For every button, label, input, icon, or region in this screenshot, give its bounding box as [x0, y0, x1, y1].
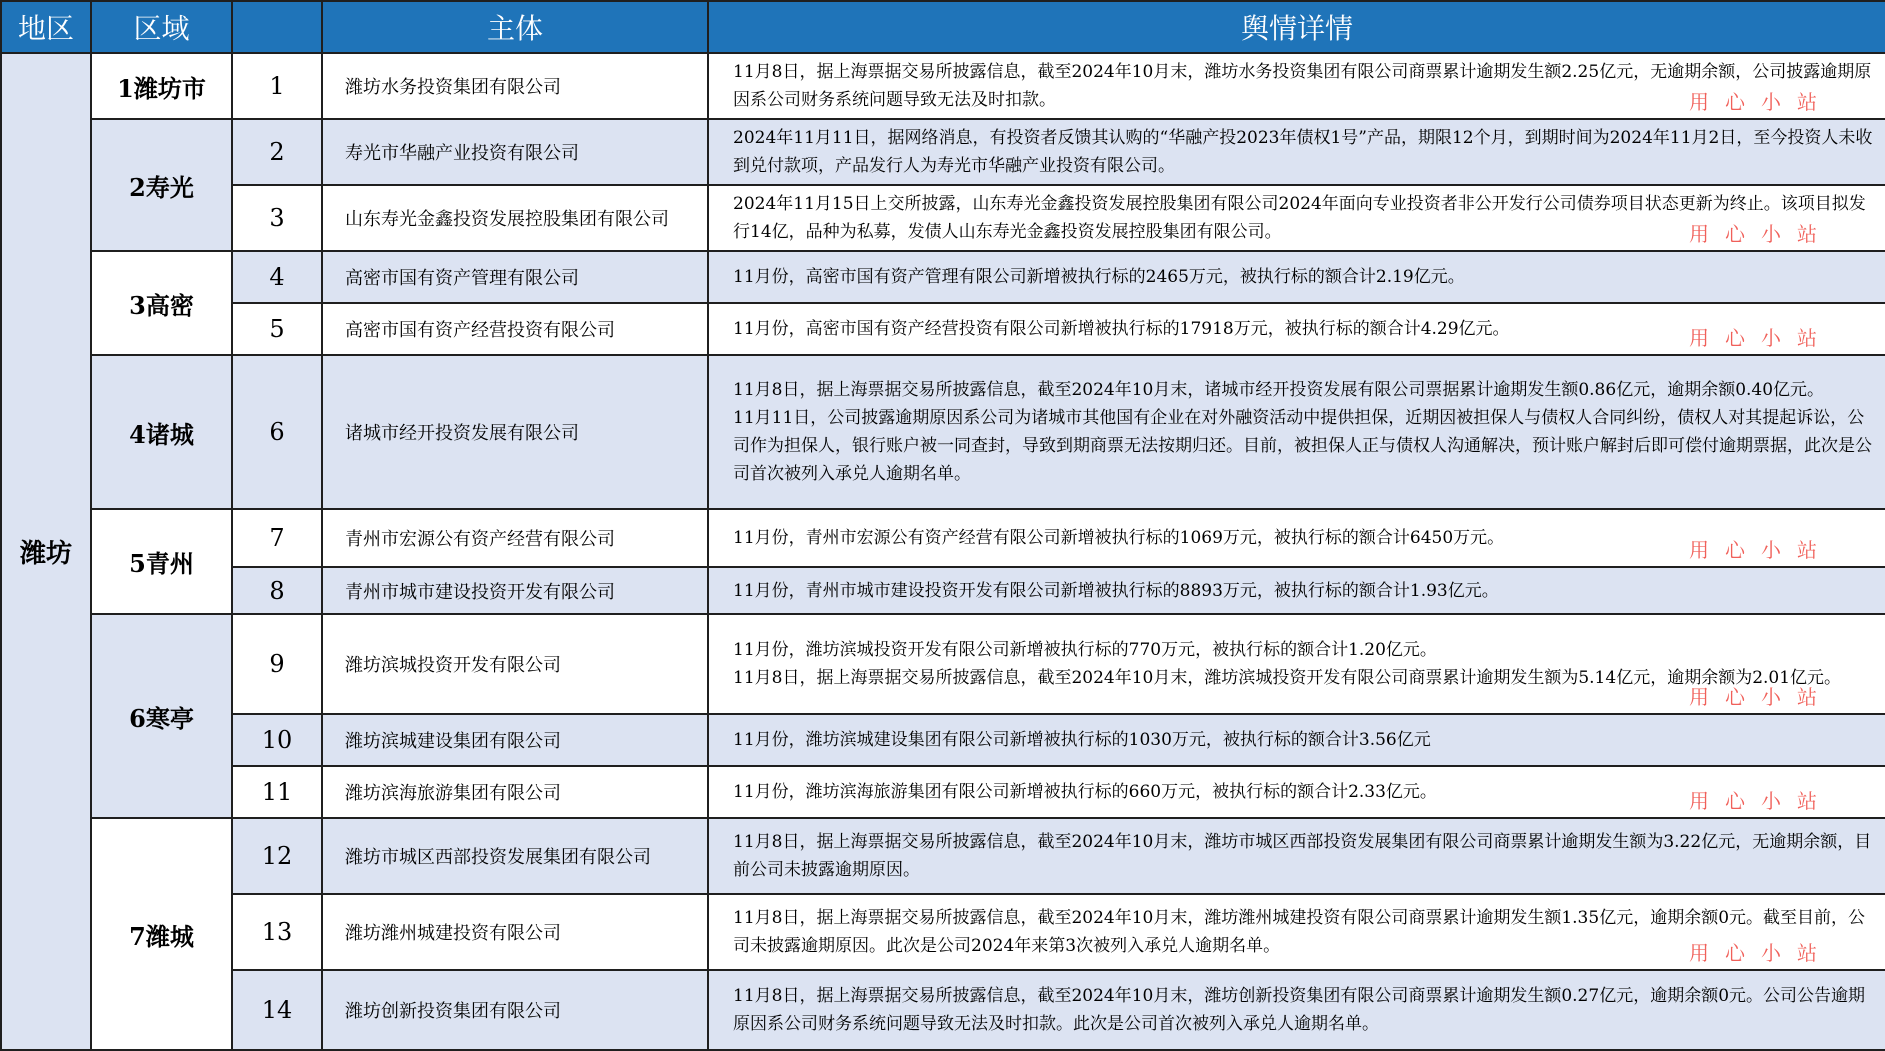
- table-header-row: [1, 1, 1885, 53]
- detail-cell: [708, 894, 1885, 970]
- header-region: 地区: [1, 1, 91, 53]
- entity-name: 青州市宏源公有资产经营有限公司: [322, 509, 708, 567]
- row-number: 1: [232, 53, 322, 119]
- table-row: [1, 714, 1885, 766]
- header-index: [232, 1, 322, 53]
- table-row: [1, 509, 1885, 567]
- row-number: 4: [232, 251, 322, 303]
- entity-name: 高密市国有资产管理有限公司: [322, 251, 708, 303]
- detail-paragraph: 11月8日，据上海票据交易所披露信息，截至2024年10月末，潍坊市城区西部投资发展集团有限公司商票累计逾期发生额为3.22亿元，无逾期余额，目前公司未披露逾期原因。: [733, 832, 1872, 880]
- detail-paragraph: 11月8日，据上海票据交易所披露信息，截至2024年10月末，潍坊创新投资集团有限公司商票累计逾期发生额0.27亿元，逾期余额0元。公司公告逾期原因系公司财务系统问题导致无法及时扣款。此次是公司首次被列入承兑人逾期名单。: [733, 986, 1866, 1034]
- entity-name: 潍坊水务投资集团有限公司: [322, 53, 708, 119]
- table-row: [1, 614, 1885, 714]
- detail-paragraph: 11月8日，据上海票据交易所披露信息，截至2024年10月末，潍坊潍州城建投资有限公司商票累计逾期发生额1.35亿元，逾期余额0元。截至目前，公司未披露逾期原因。此次是公司2024年来第3次被列入承兑人逾期名单。: [733, 908, 1866, 956]
- detail-cell: [708, 509, 1885, 567]
- table-row: [1, 567, 1885, 614]
- row-number: 2: [232, 119, 322, 185]
- entity-name: 寿光市华融产业投资有限公司: [322, 119, 708, 185]
- entity-name: 潍坊滨海旅游集团有限公司: [322, 766, 708, 818]
- entity-name: 高密市国有资产经营投资有限公司: [322, 303, 708, 355]
- entity-name: 潍坊滨城投资开发有限公司: [322, 614, 708, 714]
- detail-cell: [708, 53, 1885, 119]
- row-number: 9: [232, 614, 322, 714]
- detail-cell: [708, 185, 1885, 251]
- detail-paragraph: 11月份，高密市国有资产管理有限公司新增被执行标的2465万元，被执行标的额合计2.19亿元。: [733, 267, 1465, 287]
- detail-cell: [708, 714, 1885, 766]
- row-number: 8: [232, 567, 322, 614]
- district-cell: 4诸城: [91, 355, 232, 509]
- detail-cell: [708, 251, 1885, 303]
- row-number: 14: [232, 970, 322, 1050]
- district-cell: 3高密: [91, 251, 232, 355]
- district-cell: 6寒亭: [91, 614, 232, 818]
- detail-cell: [708, 355, 1885, 509]
- row-number: 5: [232, 303, 322, 355]
- table-row: [1, 185, 1885, 251]
- entity-name: 潍坊创新投资集团有限公司: [322, 970, 708, 1050]
- watermark: 用心小站: [1689, 941, 1833, 965]
- detail-paragraph: 11月份，潍坊滨城投资开发有限公司新增被执行标的770万元，被执行标的额合计1.20亿元。: [733, 640, 1437, 660]
- detail-cell: [708, 970, 1885, 1050]
- row-number: 3: [232, 185, 322, 251]
- watermark: 用心小站: [1689, 685, 1833, 709]
- detail-cell: [708, 614, 1885, 714]
- row-number: 12: [232, 818, 322, 894]
- table-row: [1, 303, 1885, 355]
- row-number: 10: [232, 714, 322, 766]
- table-row: [1, 894, 1885, 970]
- table-row: [1, 355, 1885, 509]
- table-row: [1, 818, 1885, 894]
- detail-paragraph: 11月8日，据上海票据交易所披露信息，截至2024年10月末，诸城市经开投资发展有限公司票据累计逾期发生额0.86亿元，逾期余额0.40亿元。: [733, 380, 1825, 400]
- region-cell: 潍坊: [1, 53, 91, 1050]
- detail-paragraph: 11月8日，据上海票据交易所披露信息，截至2024年10月末，潍坊水务投资集团有限公司商票累计逾期发生额2.25亿元，无逾期余额，公司披露逾期原因系公司财务系统问题导致无法及时扣款。: [733, 62, 1872, 110]
- row-number: 11: [232, 766, 322, 818]
- detail-cell: [708, 119, 1885, 185]
- detail-paragraph: 11月11日，公司披露逾期原因系公司为诸城市其他国有企业在对外融资活动中提供担保，近期因被担保人与债权人合同纠纷，债权人对其提起诉讼，公司作为担保人，银行账户被一同查封，导致到期商票无法按期归还。目前，被担保人正与债权人沟通解决，预计账户解封后即可偿付逾期票据，此次是公司首次被列入承兑人逾期名单。: [733, 408, 1872, 484]
- detail-paragraph: 2024年11月15日上交所披露，山东寿光金鑫投资发展控股集团有限公司2024年面向专业投资者非公开发行公司债券项目状态更新为终止。该项目拟发行14亿，品种为私募，发债人山东寿光金鑫投资发展控股集团有限公司。: [733, 194, 1866, 242]
- table-row: [1, 53, 1885, 119]
- detail-paragraph: 11月份，潍坊滨海旅游集团有限公司新增被执行标的660万元，被执行标的额合计2.33亿元。: [733, 782, 1437, 802]
- watermark: 用心小站: [1689, 789, 1833, 813]
- watermark: 用心小站: [1689, 326, 1833, 350]
- detail-paragraph: 11月份，高密市国有资产经营投资有限公司新增被执行标的17918万元，被执行标的额合计4.29亿元。: [733, 319, 1510, 339]
- row-number: 6: [232, 355, 322, 509]
- row-number: 13: [232, 894, 322, 970]
- table-row: [1, 970, 1885, 1050]
- watermark: 用心小站: [1689, 90, 1833, 114]
- header-district: 区域: [91, 1, 232, 53]
- entity-name: 潍坊滨城建设集团有限公司: [322, 714, 708, 766]
- header-entity: 主体: [322, 1, 708, 53]
- header-detail: 舆情详情: [708, 1, 1885, 53]
- detail-paragraph: 11月份，潍坊滨城建设集团有限公司新增被执行标的1030万元，被执行标的额合计3.56亿元: [733, 730, 1431, 750]
- row-number: 7: [232, 509, 322, 567]
- entity-name: 潍坊市城区西部投资发展集团有限公司: [322, 818, 708, 894]
- watermark: 用心小站: [1689, 222, 1833, 246]
- detail-cell: [708, 766, 1885, 818]
- district-cell: 5青州: [91, 509, 232, 614]
- entity-name: 青州市城市建设投资开发有限公司: [322, 567, 708, 614]
- table-row: [1, 766, 1885, 818]
- detail-cell: [708, 567, 1885, 614]
- detail-cell: [708, 818, 1885, 894]
- watermark: 用心小站: [1689, 538, 1833, 562]
- detail-paragraph: 2024年11月11日，据网络消息，有投资者反馈其认购的“华融产投2023年债权1号”产品，期限12个月，到期时间为2024年11月2日，至今投资人未收到兑付款项，产品发行人为寿光市华融产业投资有限公司。: [733, 128, 1873, 176]
- detail-cell: [708, 303, 1885, 355]
- entity-name: 诸城市经开投资发展有限公司: [322, 355, 708, 509]
- entity-name: 潍坊潍州城建投资有限公司: [322, 894, 708, 970]
- detail-paragraph: 11月份，青州市城市建设投资开发有限公司新增被执行标的8893万元，被执行标的额合计1.93亿元。: [733, 580, 1499, 601]
- table-body: [1, 53, 1885, 1050]
- detail-paragraph: 11月份，青州市宏源公有资产经营有限公司新增被执行标的1069万元，被执行标的额合计6450万元。: [733, 528, 1505, 548]
- district-cell: 7潍城: [91, 818, 232, 1050]
- entity-name: 山东寿光金鑫投资发展控股集团有限公司: [322, 185, 708, 251]
- table-row: [1, 119, 1885, 185]
- detail-paragraph: 11月8日，据上海票据交易所披露信息，截至2024年10月末，潍坊滨城投资开发有限公司商票累计逾期发生额为5.14亿元，逾期余额为2.01亿元。: [733, 668, 1842, 688]
- district-cell: 2寿光: [91, 119, 232, 251]
- table-row: [1, 251, 1885, 303]
- district-cell: 1潍坊市: [91, 53, 232, 119]
